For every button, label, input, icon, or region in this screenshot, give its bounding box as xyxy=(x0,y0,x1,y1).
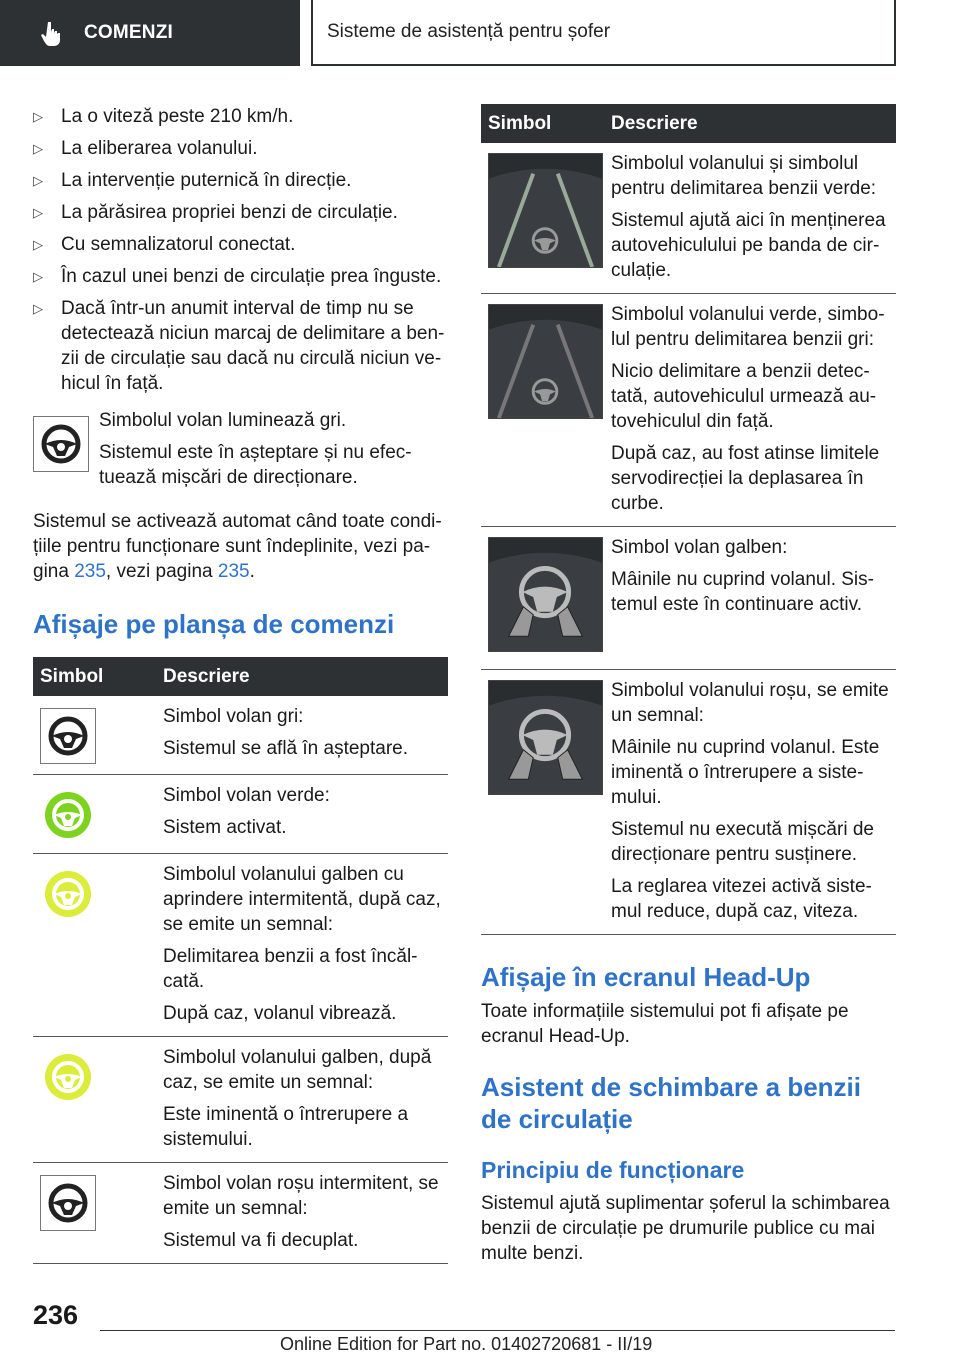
table-row: Simbol volan gri: Sistemul se află în așteptare. xyxy=(33,696,448,775)
footer-divider xyxy=(100,1330,895,1331)
section-tab xyxy=(0,0,300,66)
right-column xyxy=(481,104,896,1266)
list-item: ▷ La părăsirea propriei benzi de circulație. xyxy=(33,202,398,223)
standby-note xyxy=(33,408,448,497)
page-number: 236 xyxy=(33,1300,79,1330)
principle-text: Sistemul ajută suplimentar șoferul la schimbarea benzii de circulație pe drumurile publice cu mai multe benzi. xyxy=(481,1193,890,1264)
activation-paragraph: Sistemul se activează automat când toate condi-țiile pentru funcționare sunt îndeplinite, vezi pa-gina 235, vezi pagina 235. xyxy=(33,511,442,582)
table-row: Simbolul volanului galben cu aprindere intermitentă, după caz, se emite un semnal: Delimitarea benzii a fost încăl-cată. După caz, volanul vibrează. xyxy=(33,854,448,1037)
road-display-icon xyxy=(488,153,603,268)
page-link[interactable]: 235 xyxy=(74,561,106,582)
list-item: ▷ Dacă într-un anumit interval de timp nu se detectează niciun marcaj de delimitare a ben-zii de circulație sau dacă nu circulă niciun ve-hicul în față. xyxy=(33,298,445,394)
edition-note: Online Edition for Part no. 01402720681 - II/19 xyxy=(280,1334,653,1354)
standby-line2: Sistemul este în așteptare și nu efec-tuează mișcări de direcționare. xyxy=(99,442,412,488)
list-item: ▷ La eliberarea volanului. xyxy=(33,138,258,159)
principle-subheading: Principiu de funcționare xyxy=(481,1157,745,1183)
steering-wheel-icon xyxy=(40,708,96,764)
condition-list xyxy=(33,104,448,396)
column-header: Simbol xyxy=(481,104,611,143)
table-row: Simbol volan verde: Sistem activat. xyxy=(33,775,448,854)
table-row: Simbolul volanului galben, după caz, se emite un semnal: Este iminentă o întrerupere a sistemului. xyxy=(33,1037,448,1163)
table-row: Simbol volan galben: Mâinile nu cuprind volanul. Sis-temul este în continuare activ. xyxy=(481,527,896,670)
symbol-table xyxy=(33,657,448,1264)
steering-wheel-icon xyxy=(40,1049,96,1105)
lane-change-heading: Asistent de schimbare a benzii de circulație xyxy=(481,1072,862,1134)
list-item: ▷ La intervenție puternică în direcție. xyxy=(33,170,352,191)
left-column xyxy=(33,104,448,1264)
road-display-icon xyxy=(488,537,603,652)
table-row: Simbol volan roșu intermitent, se emite un semnal: Sistemul va fi decuplat. xyxy=(33,1163,448,1264)
section-heading: Afișaje pe planșa de comenzi xyxy=(33,609,395,639)
hud-text: Toate informațiile sistemului pot fi afișate pe ecranul Head-Up. xyxy=(481,1001,849,1047)
section-label: COMENZI xyxy=(84,22,174,43)
table-row: Simbolul volanului și simbolul pentru delimitarea benzii verde: Sistemul ajută aici în menținerea autovehiculului pe banda de cir-culație. xyxy=(481,143,896,294)
table-row: Simbolul volanului roșu, se emite un semnal: Mâinile nu cuprind volanul. Este iminentă o întrerupere a siste-mului. Sistemul nu execută mișcări de direcționare pentru susținere. La reglarea vitezei activă siste-mul reduce, după caz, viteza. xyxy=(481,670,896,935)
steering-wheel-icon xyxy=(40,866,96,922)
standby-line1: Simbolul volan luminează gri. xyxy=(99,410,347,431)
list-item: ▷ În cazul unei benzi de circulație prea înguste. xyxy=(33,266,442,287)
road-display-icon xyxy=(488,680,603,795)
column-header: Descriere xyxy=(163,657,448,696)
column-header: Simbol xyxy=(33,657,163,696)
steering-wheel-icon xyxy=(40,1175,96,1231)
hand-pointer-icon xyxy=(40,20,62,46)
hud-heading: Afișaje în ecranul Head-Up xyxy=(481,962,811,992)
page-link[interactable]: 235 xyxy=(217,561,250,582)
table-row: Simbolul volanului verde, simbo-lul pentru delimitarea benzii gri: Nicio delimitare a benzii detec-tată, autovehiculul urmează au-tovehiculul din față. După caz, au fost atinse limitele servodirecției la deplasarea în curbe. xyxy=(481,294,896,527)
chapter-title: Sisteme de asistență pentru șofer xyxy=(311,0,896,66)
steering-wheel-icon xyxy=(40,787,96,843)
road-display-icon xyxy=(488,304,603,419)
display-table xyxy=(481,104,896,935)
list-item: ▷ La o viteză peste 210 km/h. xyxy=(33,106,294,127)
column-header: Descriere xyxy=(611,104,896,143)
steering-wheel-icon xyxy=(33,416,89,472)
list-item: ▷ Cu semnalizatorul conectat. xyxy=(33,234,296,255)
